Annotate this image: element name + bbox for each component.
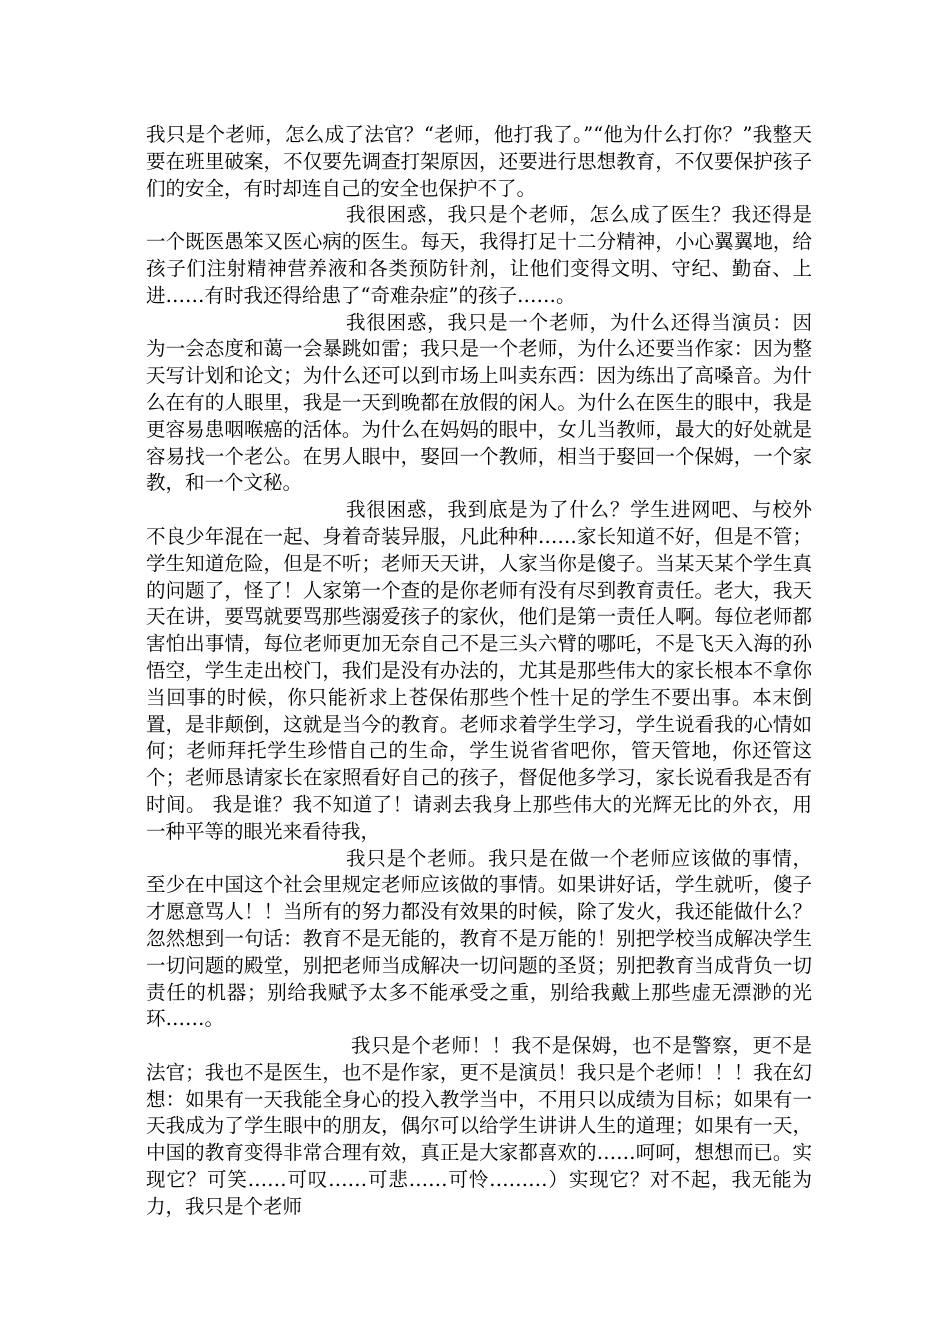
paragraph-2: 我很困惑，我只是个老师，怎么成了医生？我还得是一个既医愚笨又医心病的医生。每天，我得打足十二分精神，小心翼翼地，给孩子们注射精神营养液和各类预防针剂，让他们变得文明、守纪、勤奋、上进……有时我还得给患了“奇难杂症”的孩子……。 (146, 203, 812, 307)
paragraph-6: 我只是个老师！！我不是保姆，也不是警察，更不是法官；我也不是医生，也不是作家，更不是演员！我只是个老师！！！我在幻想：如果有一天我能全身心的投入教学当中，不用只以成绩为目标；如果有一天我成为了学生眼中的朋友，偶尔可以给学生讲讲人生的道理；如果有一天，中国的教育变得非常合理有效，真正是大家都喜欢的……呵呵，想想而已。实现它？可笑……可叹……可悲……可怜………）实现它？对不起，我无能为力，我只是个老师 (146, 1034, 812, 1218)
paragraph-5: 我只是个老师。我只是在做一个老师应该做的事情，至少在中国这个社会里规定老师应该做的事情。如果讲好话，学生就听，傻子才愿意骂人！！当所有的努力都没有效果的时候，除了发火，我还能做什么？忽然想到一句话：教育不是无能的，教育不是万能的！别把学校当成解决学生一切问题的殿堂，别把老师当成解决一切问题的圣贤；别把教育当成背负一切责任的机器；别给我赋予太多不能承受之重，别给我戴上那些虚无漂渺的光环……。 (146, 846, 812, 1031)
paragraph-1: 我只是个老师，怎么成了法官？“老师，他打我了。”“他为什么打你？”我整天要在班里破案，不仅要先调查打架原因，还要进行思想教育，不仅要保护孩子们的安全，有时却连自己的安全也保护不了。 (146, 123, 812, 200)
document-body (146, 122, 812, 1221)
paragraph-4: 我很困惑，我到底是为了什么？学生进网吧、与校外不良少年混在一起、身着奇装异服，凡此种种……家长知道不好，但是不管；学生知道危险，但是不听；老师天天讲，人家当你是傻子。当某天某个学生真的问题了，怪了！人家第一个查的是你老师有没有尽到教育责任。老大，我天天在讲，要骂就要骂那些溺爱孩子的家伙，他们是第一责任人啊。每位老师都害怕出事情，每位老师更加无奈自己不是三头六臂的哪吒，不是飞天入海的孙悟空，学生走出校门，我们是没有办法的，尤其是那些伟大的家长根本不拿你当回事的时候，你只能祈求上苍保佑那些个性十足的学生不要出事。本末倒置，是非颠倒，这就是当今的教育。老师求着学生学习，学生说看我的心情如何；老师拜托学生珍惜自己的生命，学生说省省吧你，管天管地，你还管这个；老师恳请家长在家照看好自己的孩子，督促他多学习，家长说看我是否有时间。 我是谁？我不知道了！请剥去我身上那些伟大的光辉无比的外衣，用一种平等的眼光来看待我， (146, 498, 812, 843)
paragraph-3: 我很困惑，我只是一个老师，为什么还得当演员：因为一会态度和蔼一会暴跳如雷；我只是一个老师，为什么还要当作家：因为整天写计划和论文；为什么还可以到市场上叫卖东西：因为练出了高嗓音。为什么在有的人眼里，我是一天到晚都在放假的闲人。为什么在医生的眼中，我是更容易患咽喉癌的活体。为什么在妈妈的眼中，女儿当教师，最大的好处就是容易找一个老公。在男人眼中，娶回一个教师，相当于娶回一个保姆，一个家教，和一个文秘。 (146, 310, 812, 495)
